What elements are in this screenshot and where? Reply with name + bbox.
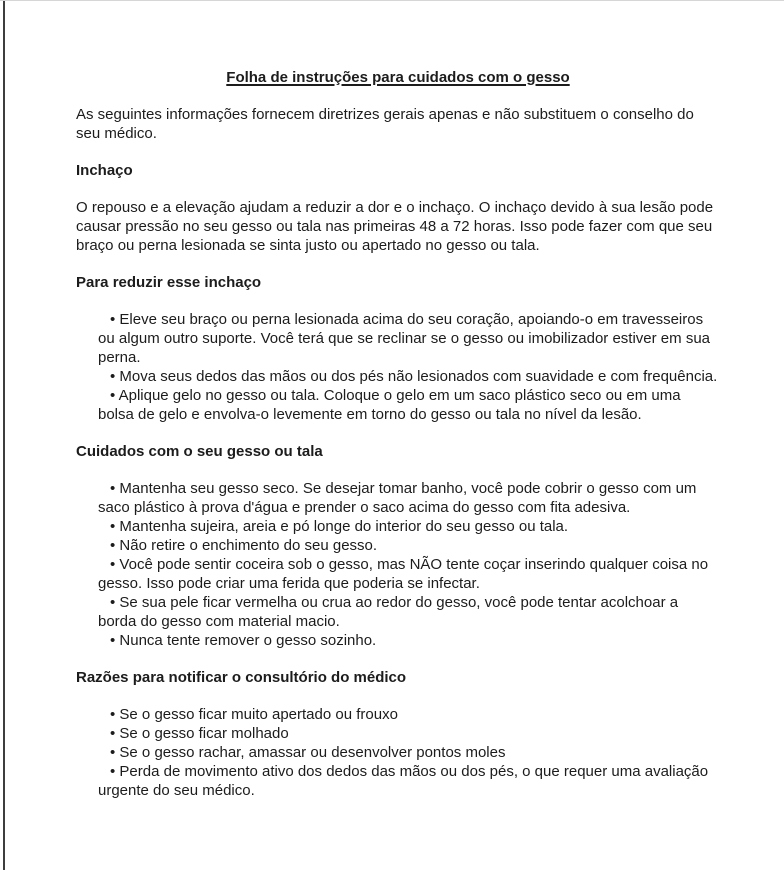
scan-edge-top-line: [0, 0, 784, 1]
section-heading-reduzir-inchaco: Para reduzir esse inchaço: [76, 274, 262, 291]
bullet-item: • Mantenha sujeira, areia e pó longe do interior do seu gesso ou tala.: [110, 518, 569, 535]
scan-edge-left-line: [3, 0, 5, 870]
bullet-item: • Não retire o enchimento do seu gesso.: [110, 537, 378, 554]
bullet-item: • Se o gesso rachar, amassar ou desenvolver pontos moles: [110, 744, 506, 761]
section-heading-cuidados: Cuidados com o seu gesso ou tala: [76, 443, 323, 460]
bullet-item: • Se o gesso ficar molhado: [110, 725, 289, 742]
bullet-item: • Mova seus dedos das mãos ou dos pés não lesionados com suavidade e com frequência.: [110, 368, 718, 385]
bullet-item: • Se o gesso ficar muito apertado ou frouxo: [110, 706, 398, 723]
bullet-item: • Eleve seu braço ou perna lesionada acima do seu coração, apoiando-o em travesseiros ou algum outro suporte. Você terá que se reclinar se o gesso ou imobilizador estiver em sua perna.: [98, 311, 710, 366]
bullet-list-reduzir-inchaco: [98, 310, 720, 424]
bullet-item: • Perda de movimento ativo dos dedos das mãos ou dos pés, o que requer uma avaliação urgente do seu médico.: [98, 763, 709, 799]
bullet-item: • Mantenha seu gesso seco. Se desejar tomar banho, você pode cobrir o gesso com um saco plástico à prova d'água e prender o saco acima do gesso com fita adesiva.: [98, 480, 697, 516]
bullet-list-razoes: [98, 705, 720, 800]
bullet-item: • Aplique gelo no gesso ou tala. Coloque o gelo em um saco plástico seco ou em uma bolsa de gelo e envolva-o levemente em torno do gesso ou tala no nível da lesão.: [98, 387, 681, 423]
bullet-list-cuidados: [98, 479, 720, 650]
section-heading-inchaco: Inchaço: [76, 162, 133, 179]
section-heading-razoes: Razões para notificar o consultório do médico: [76, 669, 407, 686]
intro-paragraph: As seguintes informações fornecem diretrizes gerais apenas e não substituem o conselho do seu médico.: [76, 106, 694, 142]
bullet-item: • Se sua pele ficar vermelha ou crua ao redor do gesso, você pode tentar acolchoar a borda do gesso com material macio.: [98, 594, 679, 630]
bullet-item: • Você pode sentir coceira sob o gesso, mas NÃO tente coçar inserindo qualquer coisa no gesso. Isso pode criar uma ferida que poderia se infectar.: [98, 556, 709, 592]
document-title: Folha de instruções para cuidados com o gesso: [226, 69, 570, 86]
bullet-item: • Nunca tente remover o gesso sozinho.: [110, 632, 377, 649]
section-paragraph-inchaco: O repouso e a elevação ajudam a reduzir a dor e o inchaço. O inchaço devido à sua lesão pode causar pressão no seu gesso ou tala nas primeiras 48 a 72 horas. Isso pode fazer com que seu braço ou perna lesionada se sinta justo ou apertado no gesso ou tala.: [76, 199, 714, 254]
